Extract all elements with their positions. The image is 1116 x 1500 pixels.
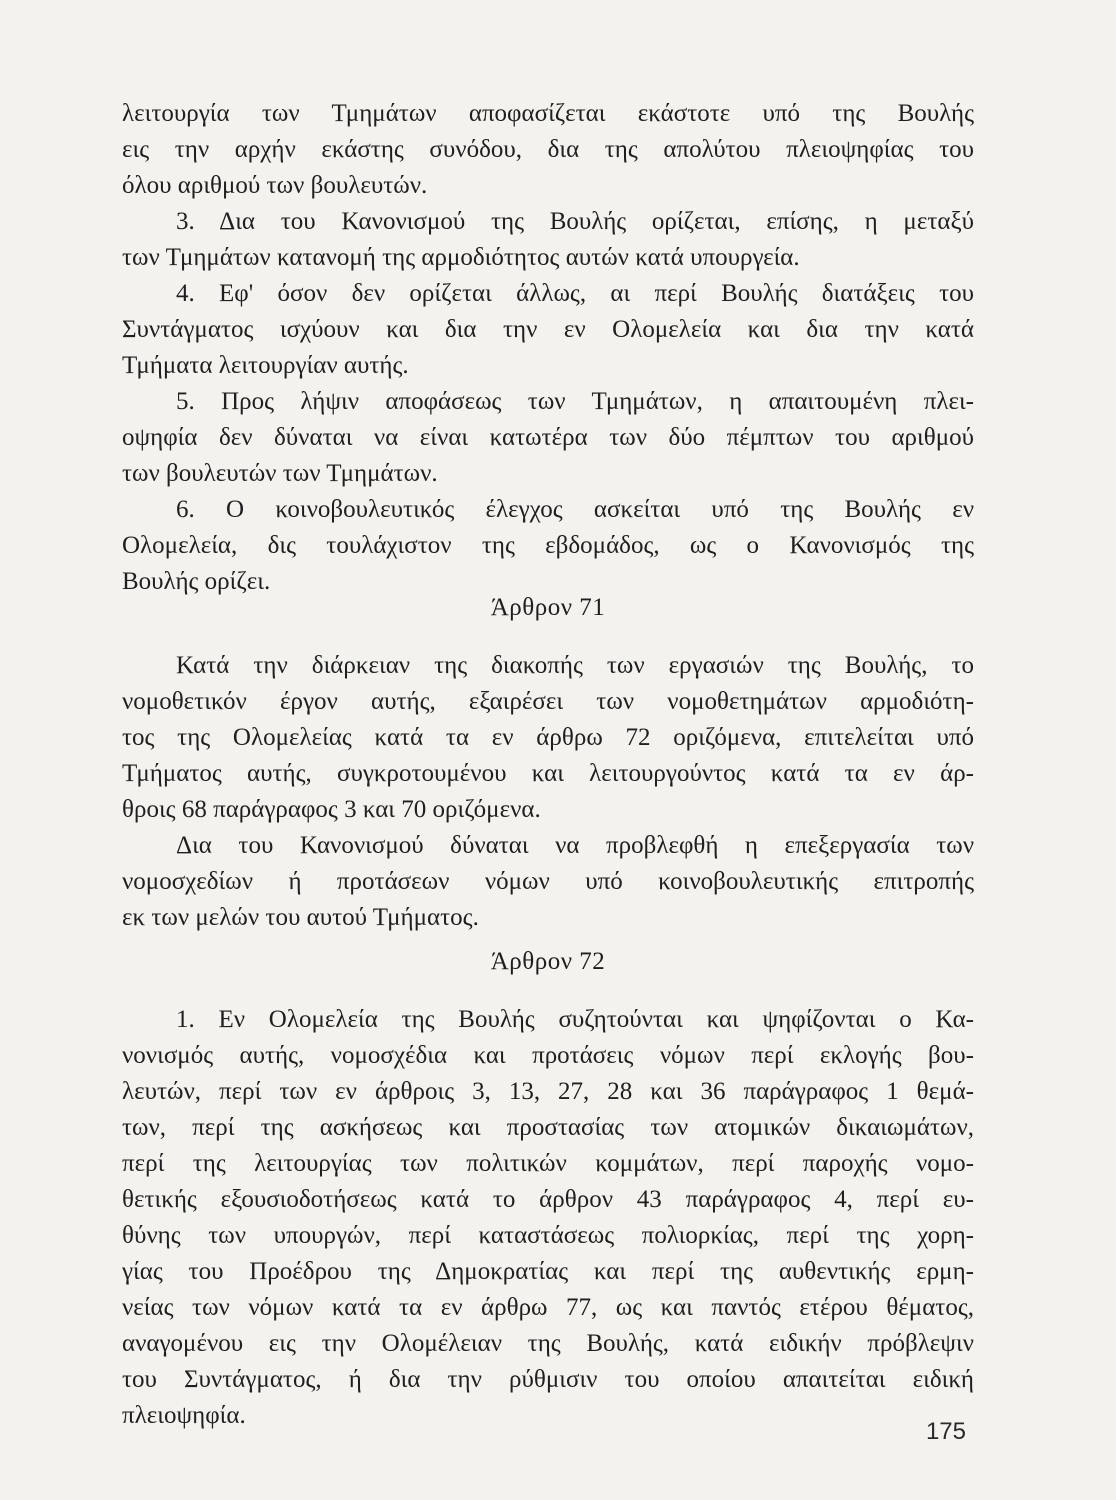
text-line: γίας του Προέδρου της Δημοκρατίας και περί της αυθεντικής ερμη- xyxy=(122,1258,974,1285)
text-line: του Συντάγματος, ή δια την ρύθμισιν του οποίου απαιτείται ειδική xyxy=(122,1366,974,1393)
text-line: νομοθετικόν έργον αυτής, εξαιρέσει των νομοθετημάτων αρμοδιότη- xyxy=(122,688,974,715)
text-line: Τμήματος αυτής, συγκροτουμένου και λειτουργούντος κατά τα εν άρ- xyxy=(122,760,974,787)
text-line: θετικής εξουσιοδοτήσεως κατά το άρθρον 43 παράγραφος 4, περί ευ- xyxy=(122,1186,974,1213)
text-line: Ολομελεία, δις τουλάχιστον της εβδομάδος, ως ο Κανονισμός της xyxy=(122,532,974,559)
text-line: πλειοψηφία. xyxy=(122,1402,246,1429)
text-line: των βουλευτών των Τμημάτων. xyxy=(122,460,438,487)
text-line: Βουλής ορίζει. xyxy=(122,568,271,595)
text-line: περί της λειτουργίας των πολιτικών κομμάτων, περί παροχής νομο- xyxy=(122,1150,974,1177)
text-line: 3. Δια του Κανονισμού της Βουλής ορίζεται, επίσης, η μεταξύ xyxy=(176,208,974,235)
text-line: Συντάγματος ισχύουν και δια την εν Ολομελεία και δια την κατά xyxy=(122,316,974,343)
text-line: εκ των μελών του αυτού Τμήματος. xyxy=(122,904,479,931)
text-line: εις την αρχήν εκάστης συνόδου, δια της απολύτου πλειοψηφίας του xyxy=(122,136,974,163)
text-line: Δια του Κανονισμού δύναται να προβλεφθή η επεξεργασία των xyxy=(176,832,974,859)
text-line: νομοσχεδίων ή προτάσεων νόμων υπό κοινοβουλευτικής επιτροπής xyxy=(122,868,974,895)
text-line: Τμήματα λειτουργίαν αυτής. xyxy=(122,352,409,379)
text-line: οψηφία δεν δύναται να είναι κατωτέρα των δύο πέμπτων του αριθμού xyxy=(122,424,974,451)
article-72-body xyxy=(122,1002,974,1434)
section-top xyxy=(122,96,974,600)
text-line: 4. Εφ' όσον δεν ορίζεται άλλως, αι περί Βουλής διατάξεις του xyxy=(176,280,974,307)
article-71-heading: Άρθρον 71 xyxy=(490,594,606,621)
article-71-body xyxy=(122,648,974,936)
text-line: λειτουργία των Τμημάτων αποφασίζεται εκάστοτε υπό της Βουλής xyxy=(122,100,974,127)
article-72-heading: Άρθρον 72 xyxy=(490,948,606,975)
text-line: θύνης των υπουργών, περί καταστάσεως πολιορκίας, περί της χορη- xyxy=(122,1222,974,1249)
text-line: 1. Εν Ολομελεία της Βουλής συζητούνται και ψηφίζονται ο Κα- xyxy=(176,1006,974,1033)
text-line: νείας των νόμων κατά τα εν άρθρω 77, ως και παντός ετέρου θέματος, xyxy=(122,1294,974,1321)
text-line: νονισμός αυτής, νομοσχέδια και προτάσεις νόμων περί εκλογής βου- xyxy=(122,1042,974,1069)
text-line: λευτών, περί των εν άρθροις 3, 13, 27, 28 και 36 παράγραφος 1 θεμά- xyxy=(122,1078,974,1105)
text-line: Κατά την διάρκειαν της διακοπής των εργασιών της Βουλής, το xyxy=(176,652,974,679)
text-line: των, περί της ασκήσεως και προστασίας των ατομικών δικαιωμάτων, xyxy=(122,1114,974,1141)
text-line: 5. Προς λήψιν αποφάσεως των Τμημάτων, η απαιτουμένη πλει- xyxy=(176,388,974,415)
text-line: όλου αριθμού των βουλευτών. xyxy=(122,172,428,199)
text-line: αναγομένου εις την Ολομέλειαν της Βουλής, κατά ειδικήν πρόβλεψιν xyxy=(122,1330,974,1357)
text-line: τος της Ολομελείας κατά τα εν άρθρω 72 οριζόμενα, επιτελείται υπό xyxy=(122,724,974,751)
text-line: των Τμημάτων κατανομή της αρμοδιότητος αυτών κατά υπουργεία. xyxy=(122,244,800,271)
text-line: 6. Ο κοινοβουλευτικός έλεγχος ασκείται υπό της Βουλής εν xyxy=(176,496,974,523)
page-number: 175 xyxy=(925,1418,966,1445)
text-line: θροις 68 παράγραφος 3 και 70 οριζόμενα. xyxy=(122,796,541,823)
